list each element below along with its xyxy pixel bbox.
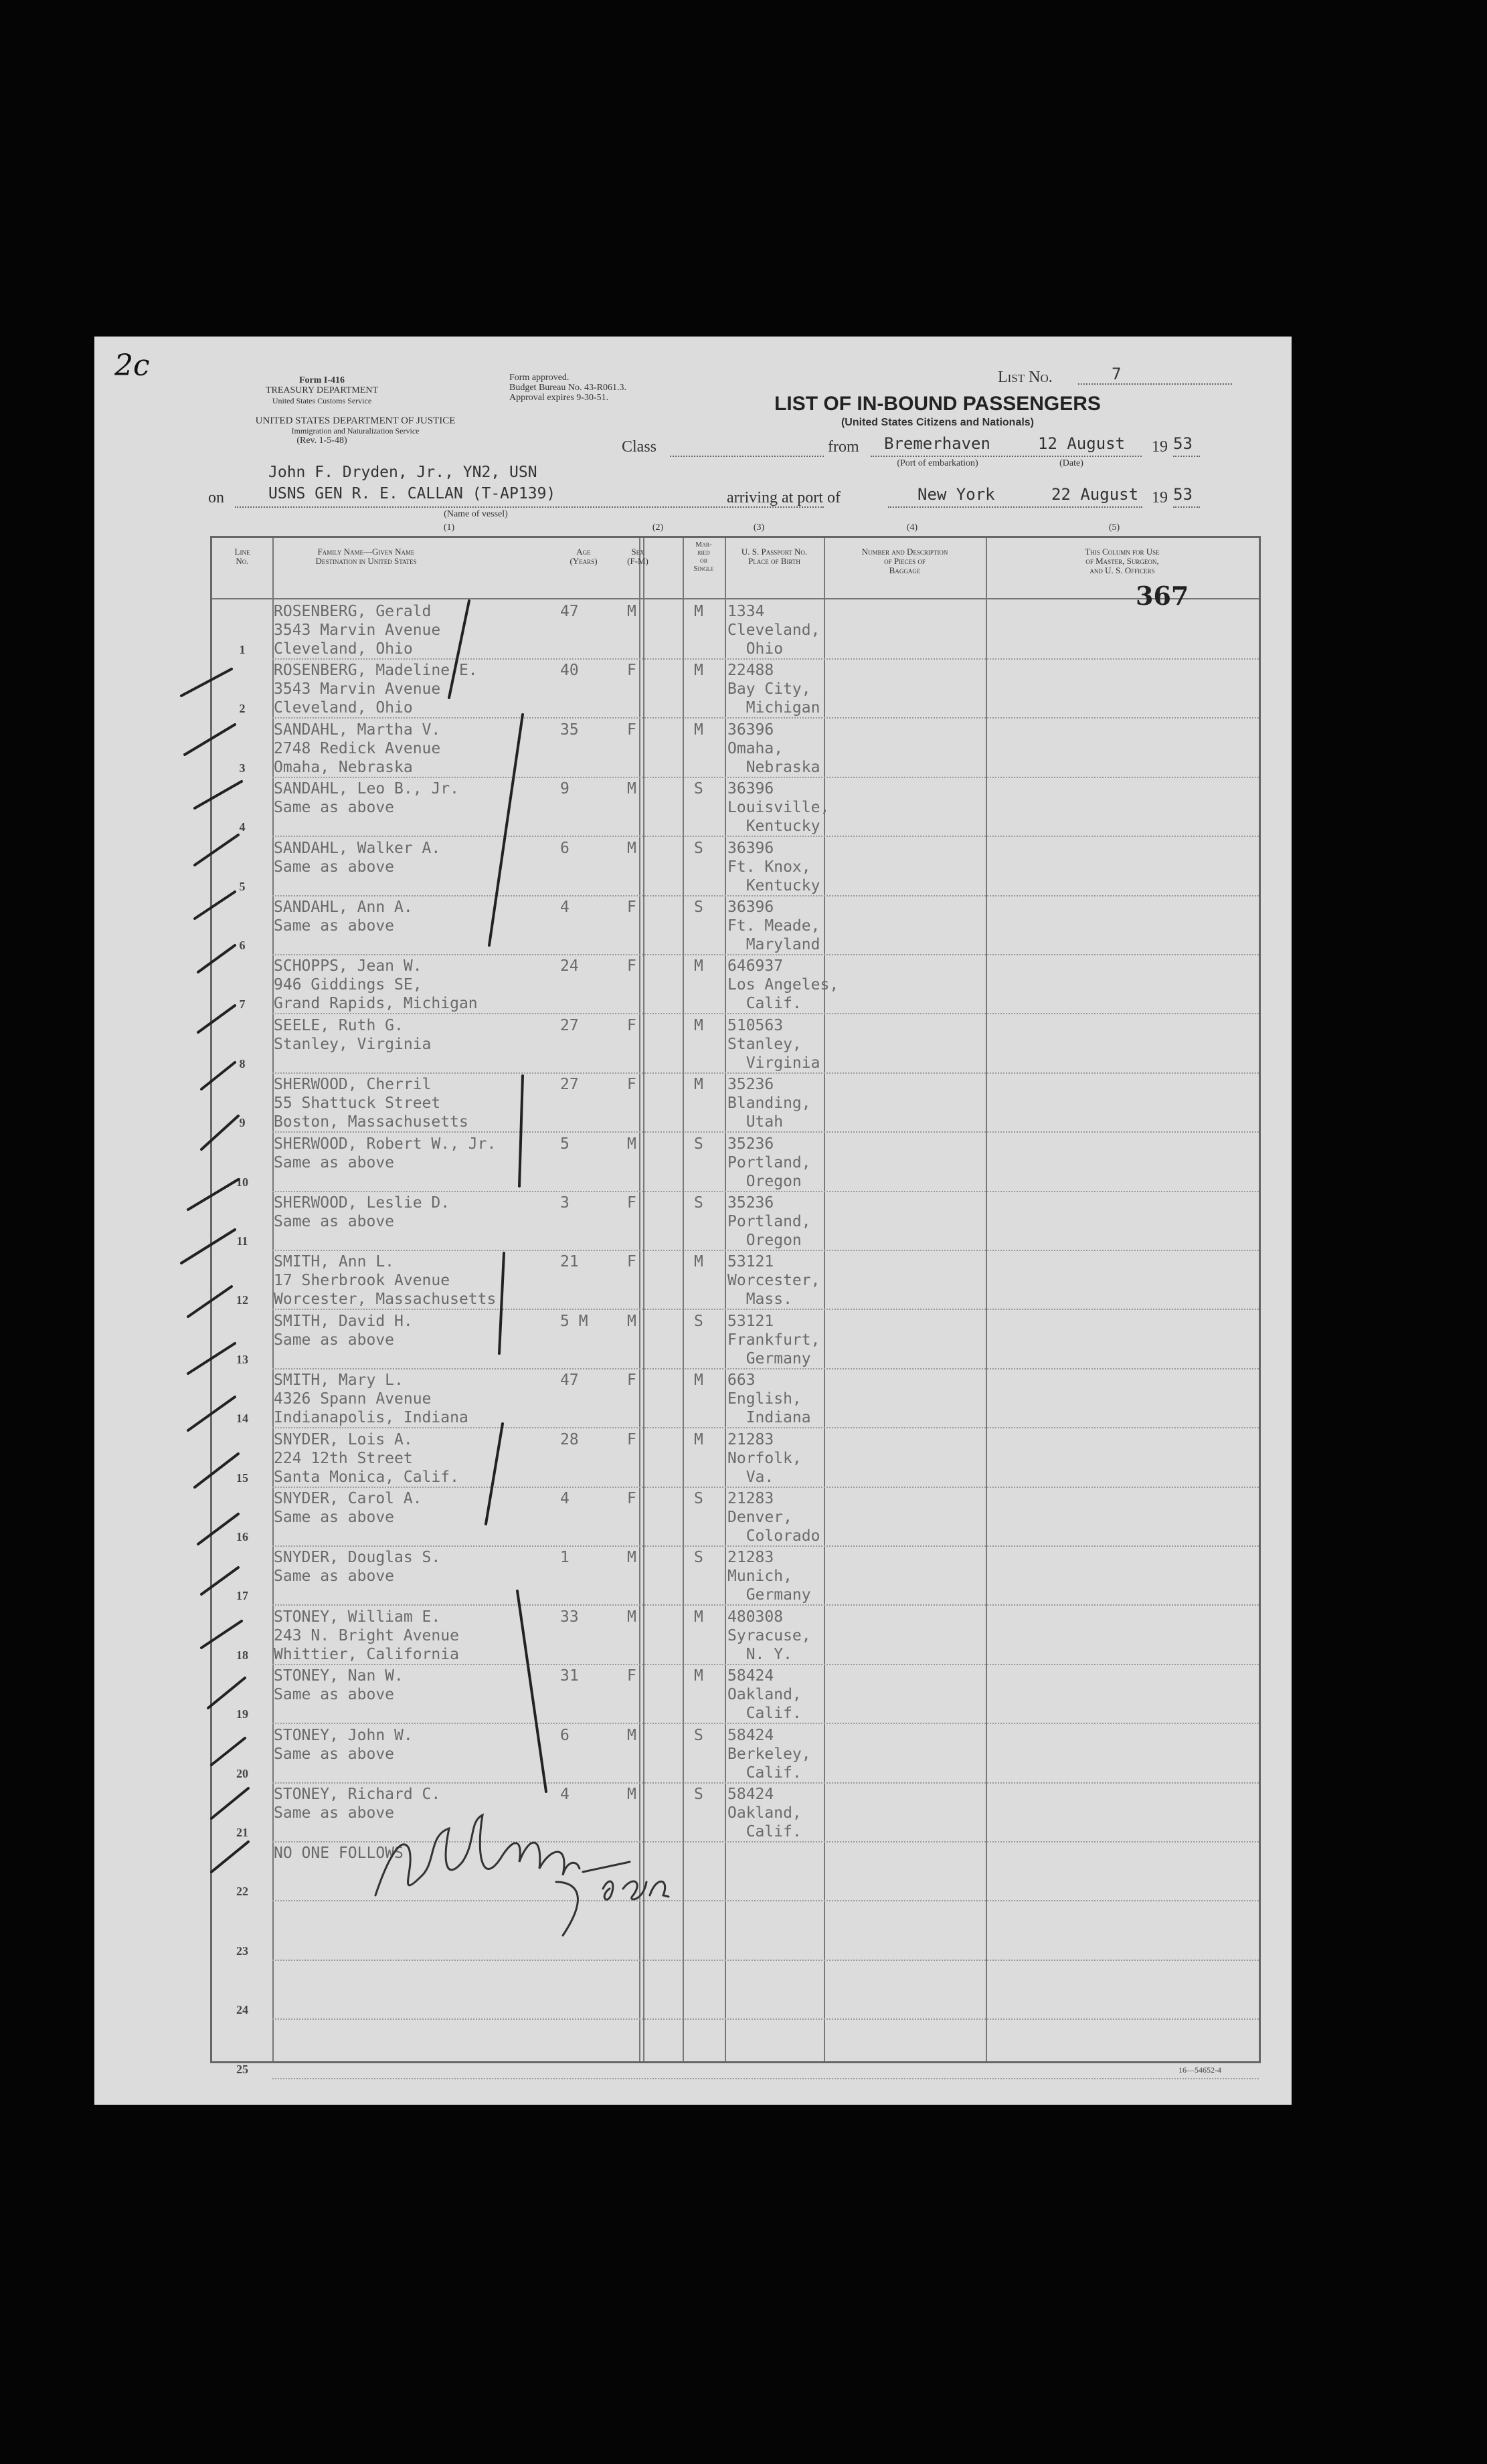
passenger-sex: F [627, 1430, 636, 1448]
line-number: 13 [236, 1352, 248, 1366]
vessel-caption: (Name of vessel) [444, 509, 508, 519]
passenger-name-destination: SNYDER, Lois A. 224 12th Street Santa Monica, Calif. [274, 1430, 459, 1486]
passport-birthplace: 35236 Portland, Oregon [727, 1194, 811, 1249]
line-number: 3 [239, 761, 246, 775]
passenger-age: 47 [560, 603, 579, 620]
passenger-age: 4 [560, 1490, 570, 1507]
passenger-sex: M [627, 780, 636, 798]
passenger-name-destination: SCHOPPS, Jean W. 946 Giddings SE, Grand Rapids, Michigan [274, 957, 478, 1013]
signature [349, 1795, 697, 1942]
marital-status: S [694, 1312, 703, 1330]
passenger-age: 6 [560, 1726, 570, 1744]
passenger-sex: M [627, 1608, 636, 1626]
passport-birthplace: 663 English, Indiana [727, 1371, 811, 1427]
marital-status: S [694, 780, 703, 798]
arriving-label: arriving at port of [727, 489, 841, 506]
passport-birthplace: 36396 Louisville, Kentucky [727, 780, 830, 836]
line-number: 24 [236, 2003, 248, 2017]
line-number: 2 [239, 702, 246, 716]
embarkation-date: 12 August [1038, 434, 1126, 453]
line-number: 12 [236, 1293, 248, 1307]
passenger-name-destination: ROSENBERG, Gerald 3543 Marvin Avenue Cleveland, Ohio [274, 603, 441, 658]
passport-birthplace: 646937 Los Angeles, Calif. [727, 957, 839, 1013]
arrival-date: 22 August [1051, 485, 1139, 504]
passport-birthplace: 510563 Stanley, Virginia [727, 1016, 820, 1072]
passport-birthplace: 53121 Frankfurt, Germany [727, 1312, 820, 1367]
line-number: 18 [236, 1648, 248, 1662]
form-approved: Form approved. [509, 373, 570, 383]
passenger-name-destination: SMITH, David H. Same as above [274, 1312, 413, 1349]
line-number: 5 [239, 879, 246, 893]
passenger-name-destination: ROSENBERG, Madeline E. 3543 Marvin Avenue Cleveland, Ohio [274, 662, 478, 717]
header-sex: Sex (F-M) [627, 547, 648, 566]
marital-status: S [694, 1194, 703, 1212]
year-prefix-1: 19 [1152, 438, 1168, 456]
budget-bureau: Budget Bureau No. 43-R061.3. [509, 383, 626, 393]
column-number-4: (4) [906, 523, 918, 533]
customs-service: United States Customs Service [272, 396, 372, 405]
passport-birthplace: 1334 Cleveland, Ohio [727, 603, 820, 658]
passenger-sex: F [627, 721, 636, 739]
passenger-age: 21 [560, 1253, 579, 1271]
marital-status: M [694, 1371, 703, 1390]
passenger-age: 35 [560, 721, 579, 739]
date-caption: (Date) [1059, 458, 1083, 468]
line-number: 17 [236, 1589, 248, 1603]
passenger-age: 6 [560, 839, 570, 857]
header-baggage: Number and Description of Pieces of Baggage [861, 547, 948, 575]
year-1: 53 [1173, 434, 1193, 453]
passport-birthplace: 36396 Ft. Knox, Kentucky [727, 839, 820, 894]
form-subtitle: (United States Citizens and Nationals) [841, 417, 1035, 428]
line-number: 4 [239, 820, 246, 834]
passenger-sex: F [627, 662, 636, 680]
passenger-name-destination: STONEY, William E. 243 N. Bright Avenue Whittier, California [274, 1608, 459, 1663]
passenger-name-destination: SEELE, Ruth G. Stanley, Virginia [274, 1016, 432, 1053]
line-number: 25 [236, 2062, 248, 2076]
passenger-sex: F [627, 898, 636, 916]
passenger-age: 1 [560, 1549, 570, 1567]
passenger-sex: F [627, 1016, 636, 1034]
passenger-sex: F [627, 1490, 636, 1507]
master-name: John F. Dryden, Jr., YN2, USN [268, 464, 537, 481]
approval-expires: Approval expires 9-30-51. [509, 393, 609, 403]
passenger-name-destination: SHERWOOD, Robert W., Jr. Same as above [274, 1135, 497, 1171]
passenger-sex: M [627, 1549, 636, 1567]
form-title: LIST OF IN-BOUND PASSENGERS [774, 393, 1101, 415]
column-number-3: (3) [753, 523, 765, 533]
manifest-sheet [94, 337, 1292, 2105]
passport-birthplace: 36396 Ft. Meade, Maryland [727, 898, 820, 953]
passenger-sex: F [627, 1194, 636, 1212]
passport-birthplace: 21283 Denver, Colorado [727, 1490, 820, 1545]
passenger-age: 3 [560, 1194, 570, 1212]
vessel-name: USNS GEN R. E. CALLAN (T-AP139) [268, 485, 556, 502]
line-number: 6 [239, 939, 246, 952]
passenger-sex: F [627, 1371, 636, 1390]
passport-birthplace: 35236 Portland, Oregon [727, 1135, 811, 1190]
passenger-sex: F [627, 1076, 636, 1094]
marital-status: S [694, 1490, 703, 1507]
department-of-justice: UNITED STATES DEPARTMENT OF JUSTICE [255, 415, 456, 426]
passenger-name-destination: NO ONE FOLLOWS [274, 1844, 404, 1863]
header-married: Mar- ried or Single [693, 541, 714, 573]
passenger-sex: M [627, 1312, 636, 1330]
marital-status: S [694, 839, 703, 857]
line-number: 15 [236, 1471, 248, 1485]
passenger-name-destination: SNYDER, Carol A. Same as above [274, 1490, 422, 1526]
treasury-department: TREASURY DEPARTMENT [265, 385, 379, 395]
header-age: Age (Years) [570, 547, 598, 566]
marital-status: M [694, 1076, 703, 1094]
passenger-sex: M [627, 603, 636, 620]
line-number: 20 [236, 1766, 248, 1780]
header-name: Family Name—Given Name Destination in United States [315, 547, 417, 566]
passenger-sex: F [627, 1253, 636, 1271]
revision-date: (Rev. 1-5-48) [296, 436, 347, 446]
passenger-age: 28 [560, 1430, 579, 1448]
passport-birthplace: 58424 Oakland, Calif. [727, 1786, 802, 1840]
passport-birthplace: 58424 Oakland, Calif. [727, 1667, 802, 1723]
line-number: 10 [236, 1175, 248, 1189]
column-number-5: (5) [1108, 523, 1120, 533]
column-number-1: (1) [443, 523, 455, 533]
marital-status: M [694, 957, 703, 975]
ins-service: Immigration and Naturalization Service [291, 426, 420, 436]
line-number: 16 [236, 1530, 248, 1543]
passenger-age: 4 [560, 898, 570, 916]
line-number: 22 [236, 1885, 248, 1899]
passenger-name-destination: SMITH, Mary L. 4326 Spann Avenue Indianapolis, Indiana [274, 1371, 468, 1427]
passenger-name-destination: SANDAHL, Leo B., Jr. Same as above [274, 780, 459, 817]
column-number-2: (2) [652, 523, 664, 533]
arrival-port: New York [917, 485, 995, 504]
passport-birthplace: 36396 Omaha, Nebraska [727, 721, 820, 776]
passenger-age: 24 [560, 957, 579, 975]
passport-birthplace: 480308 Syracuse, N. Y. [727, 1608, 811, 1663]
marital-status: M [694, 1667, 703, 1685]
passenger-age: 5 [560, 1135, 570, 1153]
passenger-name-destination: STONEY, John W. Same as above [274, 1726, 413, 1763]
header-officers: This Column for Use of Master, Surgeon, and U. S. Officers [1085, 547, 1160, 575]
passenger-age: 4 [560, 1786, 570, 1803]
port-caption: (Port of embarkation) [897, 458, 978, 468]
passenger-sex: M [627, 1135, 636, 1153]
class-label: Class [622, 438, 657, 456]
line-number: 9 [239, 1116, 246, 1130]
passenger-name-destination: STONEY, Richard C. Same as above [274, 1786, 441, 1822]
marital-status: S [694, 1135, 703, 1153]
year-prefix-2: 19 [1152, 489, 1168, 506]
line-number: 21 [236, 1826, 248, 1839]
passenger-name-destination: SHERWOOD, Leslie D. Same as above [274, 1194, 450, 1230]
passenger-sex: M [627, 839, 636, 857]
passenger-sex: M [627, 1786, 636, 1803]
marital-status: M [694, 721, 703, 739]
footer-code: 16—54652-4 [1178, 2065, 1221, 2075]
marital-status: S [694, 1786, 703, 1803]
marital-status: M [694, 1253, 703, 1271]
marital-status: S [694, 1549, 703, 1567]
passenger-age: 9 [560, 780, 570, 798]
line-number: 14 [236, 1412, 248, 1426]
line-number: 19 [236, 1707, 248, 1721]
line-number: 8 [239, 1056, 246, 1070]
port-of-embarkation: Bremerhaven [884, 434, 990, 453]
passport-birthplace: 21283 Norfolk, Va. [727, 1430, 802, 1486]
passenger-name-destination: SNYDER, Douglas S. Same as above [274, 1549, 441, 1586]
passenger-name-destination: SMITH, Ann L. 17 Sherbrook Avenue Worcester, Massachusetts [274, 1253, 497, 1309]
passenger-name-destination: SHERWOOD, Cherril 55 Shattuck Street Boston, Massachusetts [274, 1076, 468, 1131]
from-label: from [828, 438, 859, 456]
line-number: 11 [236, 1234, 248, 1248]
list-no-value: 7 [1112, 365, 1122, 383]
passenger-name-destination: SANDAHL, Ann A. Same as above [274, 898, 413, 935]
passenger-age: 33 [560, 1608, 579, 1626]
marital-status: M [694, 1430, 703, 1448]
marital-status: S [694, 898, 703, 916]
passenger-age: 47 [560, 1371, 579, 1390]
form-number: Form I-416 [298, 375, 345, 385]
marital-status: M [694, 1608, 703, 1626]
passenger-age: 40 [560, 662, 579, 680]
passport-birthplace: 58424 Berkeley, Calif. [727, 1726, 811, 1782]
line-number: 7 [239, 998, 246, 1012]
passenger-age: 27 [560, 1016, 579, 1034]
passenger-sex: F [627, 1667, 636, 1685]
year-2: 53 [1173, 485, 1193, 504]
passport-birthplace: 21283 Munich, Germany [727, 1549, 811, 1604]
marital-status: M [694, 662, 703, 680]
stamp-number: 367 [1136, 581, 1189, 611]
passenger-name-destination: SANDAHL, Walker A. Same as above [274, 839, 441, 876]
passport-birthplace: 35236 Blanding, Utah [727, 1076, 811, 1131]
passenger-name-destination: STONEY, Nan W. Same as above [274, 1667, 404, 1704]
marital-status: M [694, 1016, 703, 1034]
passenger-age: 5 M [560, 1312, 588, 1330]
header-passport: U. S. Passport No. Place of Birth [741, 547, 808, 566]
passenger-sex: F [627, 957, 636, 975]
marital-status: S [694, 1726, 703, 1744]
passenger-sex: M [627, 1726, 636, 1744]
passport-birthplace: 53121 Worcester, Mass. [727, 1253, 820, 1309]
list-no-label: List No. [998, 369, 1053, 386]
line-number: 1 [239, 643, 246, 656]
header-line-no: Line No. [234, 547, 250, 566]
passenger-age: 27 [560, 1076, 579, 1094]
passenger-name-destination: SANDAHL, Martha V. 2748 Redick Avenue Omaha, Nebraska [274, 721, 441, 776]
marital-status: M [694, 603, 703, 620]
corner-mark: 2c [114, 349, 150, 383]
passenger-age: 31 [560, 1667, 579, 1685]
line-number: 23 [236, 1944, 248, 1958]
passport-birthplace: 22488 Bay City, Michigan [727, 662, 820, 717]
on-label: on [208, 489, 224, 506]
